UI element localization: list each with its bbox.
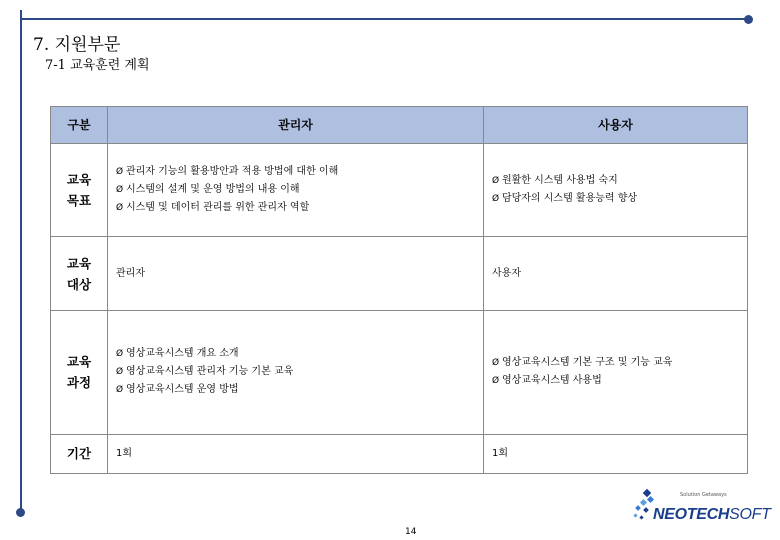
admin-course-cell — [108, 311, 484, 435]
admin-duration-cell: 1회 — [108, 434, 484, 473]
frame-corner-dot — [16, 508, 25, 517]
header-user: 사용자 — [484, 107, 748, 144]
list-item: Ø 영상교육시스템 개요 소개 — [116, 345, 482, 363]
user-duration-cell: 1회 — [484, 434, 748, 473]
frame-top-line — [20, 18, 748, 20]
table-header-row — [51, 107, 748, 144]
logo-tagline: Solution Getaways — [680, 492, 727, 498]
company-logo — [632, 488, 777, 532]
admin-target-cell: 관리자 — [108, 237, 484, 311]
row-label: 교육 대상 — [51, 237, 108, 311]
user-target-cell: 사용자 — [484, 237, 748, 311]
header-admin: 관리자 — [108, 107, 484, 144]
logo-wordmark: NEOTECHSOFT — [653, 506, 771, 523]
list-item: Ø 영상교육시스템 운영 방법 — [116, 381, 482, 399]
list-item: Ø 시스템의 설계 및 운영 방법의 내용 이해 — [116, 181, 482, 199]
list-item: Ø 영상교육시스템 사용법 — [492, 372, 746, 390]
row-label: 교육 과정 — [51, 311, 108, 435]
row-label: 기간 — [51, 434, 108, 473]
page-number: 14 — [405, 527, 417, 537]
table-row — [51, 434, 748, 473]
list-item: Ø 담당자의 시스템 활용능력 향상 — [492, 190, 746, 208]
frame-left-line — [20, 10, 22, 510]
header-category: 구분 — [51, 107, 108, 144]
table-row — [51, 143, 748, 236]
user-goals-cell — [484, 143, 748, 236]
page-subtitle: 7-1 교육훈련 계획 — [45, 58, 150, 73]
row-label: 교육 목표 — [51, 143, 108, 236]
page-title: 7. 지원부문 — [33, 35, 121, 55]
table-row — [51, 311, 748, 435]
frame-corner-dot — [744, 15, 753, 24]
list-item: Ø 원활한 시스템 사용법 숙지 — [492, 172, 746, 190]
list-item: Ø 관리자 기능의 활용방안과 적용 방법에 대한 이해 — [116, 163, 482, 181]
table-row — [51, 237, 748, 311]
admin-goals-cell — [108, 143, 484, 236]
training-plan-table — [50, 106, 748, 474]
user-course-cell — [484, 311, 748, 435]
list-item: Ø 시스템 및 데이터 관리를 위한 관리자 역할 — [116, 199, 482, 217]
list-item: Ø 영상교육시스템 관리자 기능 기본 교육 — [116, 363, 482, 381]
list-item: Ø 영상교육시스템 기본 구조 및 기능 교육 — [492, 354, 746, 372]
